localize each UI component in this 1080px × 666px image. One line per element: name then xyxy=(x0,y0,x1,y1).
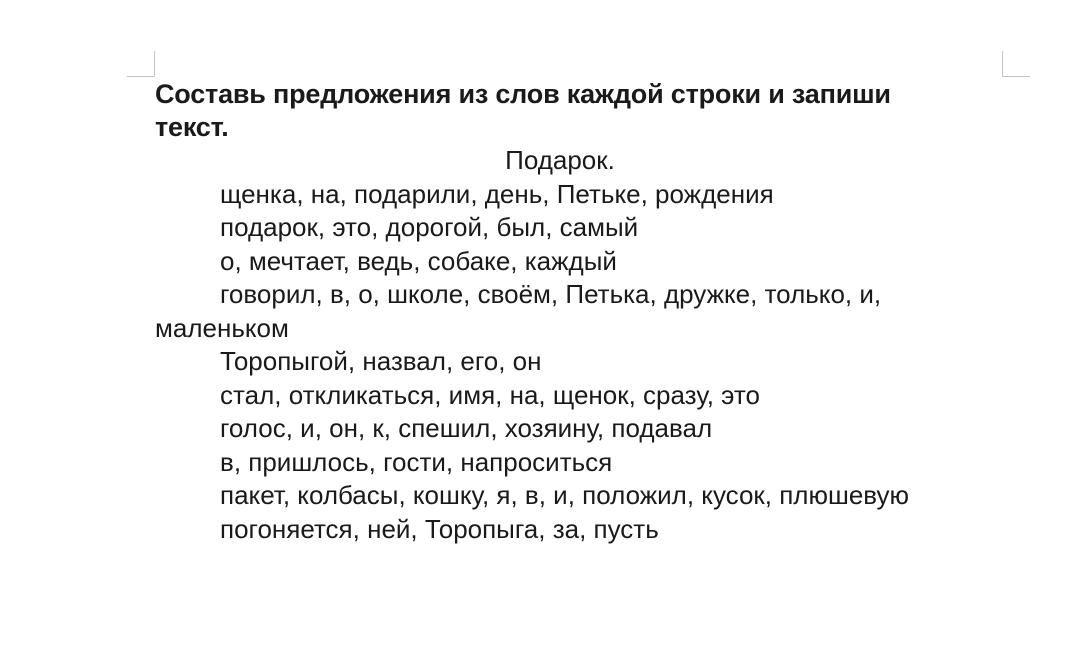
word-line-1: щенка, на, подарили, день, Петьке, рождения xyxy=(220,178,774,209)
word-line-10: погоняется, ней, Торопыга, за, пусть xyxy=(220,513,659,544)
word-line-4: говорил, в, о, школе, своём, Петька, дружке, только, и, маленьком xyxy=(155,279,882,343)
word-line-2: подарок, это, дорогой, был, самый xyxy=(220,212,639,242)
word-line-5: Торопыгой, назвал, его, он xyxy=(220,346,542,376)
word-line-3: о, мечтает, ведь, собаке, каждый xyxy=(220,245,617,276)
page-corner-top-right-marker xyxy=(1002,51,1030,77)
document-page-body xyxy=(155,78,965,546)
word-line-7: голос, и, он, к, спешил, хозяину, подавал xyxy=(220,413,713,443)
word-line-8: в, пришлось, гости, напроситься xyxy=(220,446,613,477)
word-line-6: стал, откликаться, имя, на, щенок, сразу, это xyxy=(220,379,760,410)
page-corner-top-left-marker xyxy=(127,51,155,77)
story-title: Подарок. xyxy=(505,145,615,175)
task-instruction: Составь предложения из слов каждой строки и запиши текст. xyxy=(155,79,891,142)
word-line-9: пакет, колбасы, кошку, я, в, и, положил, кусок, плюшевую xyxy=(220,480,910,510)
